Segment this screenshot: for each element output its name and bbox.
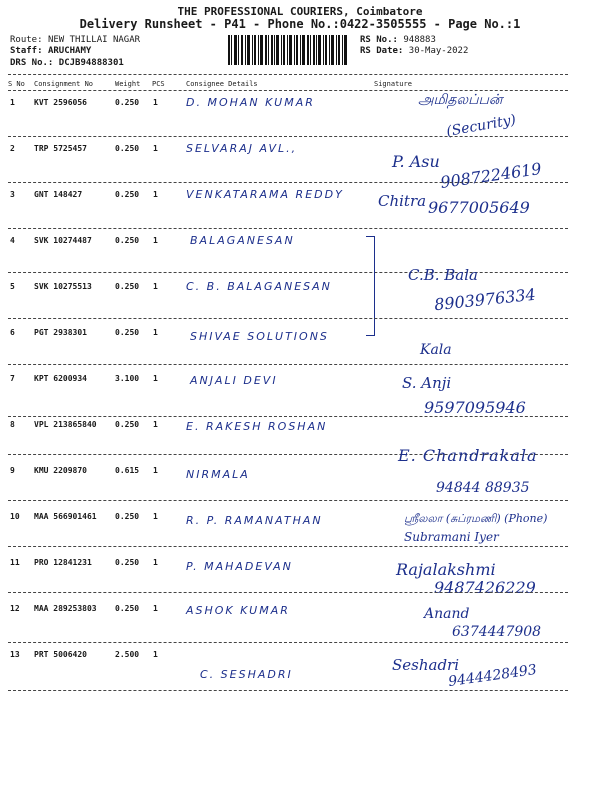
row-consignment: TRP 5725457: [34, 144, 87, 153]
row-weight: 0.250: [115, 190, 140, 199]
row-pcs: 1: [153, 236, 158, 245]
row-signature: Rajalakshmi: [396, 560, 496, 579]
row-weight: 0.250: [115, 236, 140, 245]
drs-line: [10, 58, 124, 69]
column-consignee: Consignee Details: [186, 80, 258, 88]
row-signature-phone: 9677005649: [428, 198, 530, 217]
row-pcs: 1: [153, 558, 158, 567]
row-consignee: D. MOHAN KUMAR: [186, 96, 315, 109]
row-consignee: C. B. BALAGANESAN: [186, 280, 332, 293]
row-consignment: KPT 6200934: [34, 374, 87, 383]
row-sno: 9: [10, 466, 15, 475]
row-pcs: 1: [153, 466, 158, 475]
row-sno: 13: [10, 650, 20, 659]
row-consignee: ANJALI DEVI: [190, 374, 278, 387]
row-consignment: MAA 566901461: [34, 512, 97, 521]
row-divider: [8, 364, 568, 365]
row-consignment: KMU 2209870: [34, 466, 87, 475]
row-sno: 6: [10, 328, 15, 337]
column-consignment: Consignment No: [34, 80, 94, 88]
row-consignment: PRO 12841231: [34, 558, 92, 567]
route-label: Route:: [10, 35, 43, 45]
row-pcs: 1: [153, 98, 158, 107]
row-weight: 0.250: [115, 512, 140, 521]
rs-date-line: [360, 46, 468, 57]
route-line: [10, 35, 140, 46]
row-weight: 0.250: [115, 558, 140, 567]
row-consignment: GNT 148427: [34, 190, 83, 199]
row-weight: 0.250: [115, 420, 140, 429]
column-pcs: PCS: [152, 80, 165, 88]
row-sno: 12: [10, 604, 20, 613]
row-signature: C.B. Bala: [408, 266, 478, 284]
row-consignee: SELVARAJ AVL.,: [186, 142, 298, 155]
column-sno: S No: [8, 80, 25, 88]
row-signature: ஸ்ரீலலா (சுப்ரமணி) (Phone): [404, 512, 548, 525]
row-weight: 0.250: [115, 98, 140, 107]
row-signature: அமிதலப்பன்: [418, 92, 503, 108]
drs-label: DRS No.:: [10, 58, 54, 68]
row-signature-phone: 8903976334: [433, 284, 537, 315]
row-consignment: PGT 2938301: [34, 328, 87, 337]
row-sno: 7: [10, 374, 15, 383]
row-consignment: KVT 2596056: [34, 98, 87, 107]
row-signature-phone: 9087224619: [439, 159, 543, 192]
row-weight: 0.250: [115, 328, 140, 337]
row-consignee: SHIVAE SOLUTIONS: [190, 330, 329, 343]
row-signature: Kala: [420, 342, 452, 358]
row-consignee: VENKATARAMA REDDY: [186, 188, 344, 201]
row-pcs: 1: [153, 282, 158, 291]
row-divider: [8, 228, 568, 229]
row-consignment: MAA 289253803: [34, 604, 97, 613]
row-consignee: BALAGANESAN: [190, 234, 295, 247]
row-signature: S. Anji: [402, 374, 452, 392]
staff-value: ARUCHAMY: [47, 46, 92, 56]
row-signature-name: Subramani Iyer: [404, 530, 499, 544]
row-pcs: 1: [153, 650, 158, 659]
row-sno: 4: [10, 236, 15, 245]
rs-no-value: 948883: [403, 35, 436, 45]
row-divider: [8, 500, 568, 501]
staff-label: Staff:: [10, 46, 43, 56]
row-signature-phone: 9444428493: [447, 661, 538, 691]
drs-value: DCJB94888301: [58, 58, 124, 68]
row-divider: [8, 642, 568, 643]
row-weight: 0.250: [115, 282, 140, 291]
row-divider: [8, 592, 568, 593]
row-weight: 2.500: [115, 650, 140, 659]
row-consignee: NIRMALA: [186, 468, 250, 481]
row-pcs: 1: [153, 374, 158, 383]
row-signature: E. Chandrakala: [398, 446, 538, 465]
rs-date-value: 30-May-2022: [408, 46, 469, 56]
row-consignee: P. MAHADEVAN: [186, 560, 293, 573]
row-signature-note: (Security): [445, 112, 518, 140]
row-divider: [8, 182, 568, 183]
row-sno: 3: [10, 190, 15, 199]
row-pcs: 1: [153, 604, 158, 613]
row-signature-phone: 94844 88935: [436, 480, 530, 496]
row-divider: [8, 416, 568, 417]
row-sno: 5: [10, 282, 15, 291]
row-signature-phone: 6374447908: [452, 624, 542, 640]
row-weight: 3.100: [115, 374, 140, 383]
row-weight: 0.250: [115, 144, 140, 153]
row-pcs: 1: [153, 512, 158, 521]
row-sno: 11: [10, 558, 20, 567]
row-signature: Seshadri: [392, 656, 460, 674]
route-value: NEW THILLAI NAGAR: [47, 35, 141, 45]
row-divider: [8, 546, 568, 547]
row-weight: 0.615: [115, 466, 140, 475]
row-consignee: C. SESHADRI: [200, 668, 293, 681]
row-sno: 2: [10, 144, 15, 153]
row-pcs: 1: [153, 328, 158, 337]
company-title: THE PROFESSIONAL COURIERS, Coimbatore: [177, 5, 423, 18]
runsheet-subtitle: Delivery Runsheet - P41 - Phone No.:0422-3505555 - Page No.:1: [79, 17, 521, 31]
row-signature-phone: 9487426229: [434, 578, 536, 597]
row-divider: [8, 272, 568, 273]
row-pcs: 1: [153, 144, 158, 153]
row-consignment: SVK 10274487: [34, 236, 92, 245]
barcode-image: [228, 35, 348, 65]
row-pcs: 1: [153, 190, 158, 199]
row-divider: [8, 318, 568, 319]
row-consignee: R. P. RAMANATHAN: [186, 514, 323, 527]
row-signature: Anand: [424, 606, 470, 622]
row-pcs: 1: [153, 420, 158, 429]
row-consignee: ASHOK KUMAR: [186, 604, 290, 617]
rs-date-label: RS Date:: [360, 46, 404, 56]
row-sno: 10: [10, 512, 20, 521]
row-consignment: PRT 5006420: [34, 650, 87, 659]
row-divider: [8, 136, 568, 137]
row-weight: 0.250: [115, 604, 140, 613]
header-top-divider: [8, 74, 568, 75]
row-consignment: VPL 213865840: [34, 420, 97, 429]
row-signature: P. Asu: [392, 152, 440, 171]
row-divider: [8, 690, 568, 691]
row-signature-phone: 9597095946: [424, 398, 526, 417]
header-bottom-divider: [8, 90, 568, 91]
column-weight: Weight: [115, 80, 141, 88]
row-sno: 8: [10, 420, 15, 429]
row-consignment: SVK 10275513: [34, 282, 92, 291]
row-signature: Chitra: [378, 192, 427, 210]
rs-no-line: [360, 35, 436, 46]
row-sno: 1: [10, 98, 15, 107]
staff-line: [10, 46, 91, 57]
shared-signature-bracket: [366, 236, 375, 336]
column-signature: Signature: [374, 80, 412, 88]
rs-no-label: RS No.:: [360, 35, 398, 45]
row-consignee: E. RAKESH ROSHAN: [186, 420, 328, 433]
